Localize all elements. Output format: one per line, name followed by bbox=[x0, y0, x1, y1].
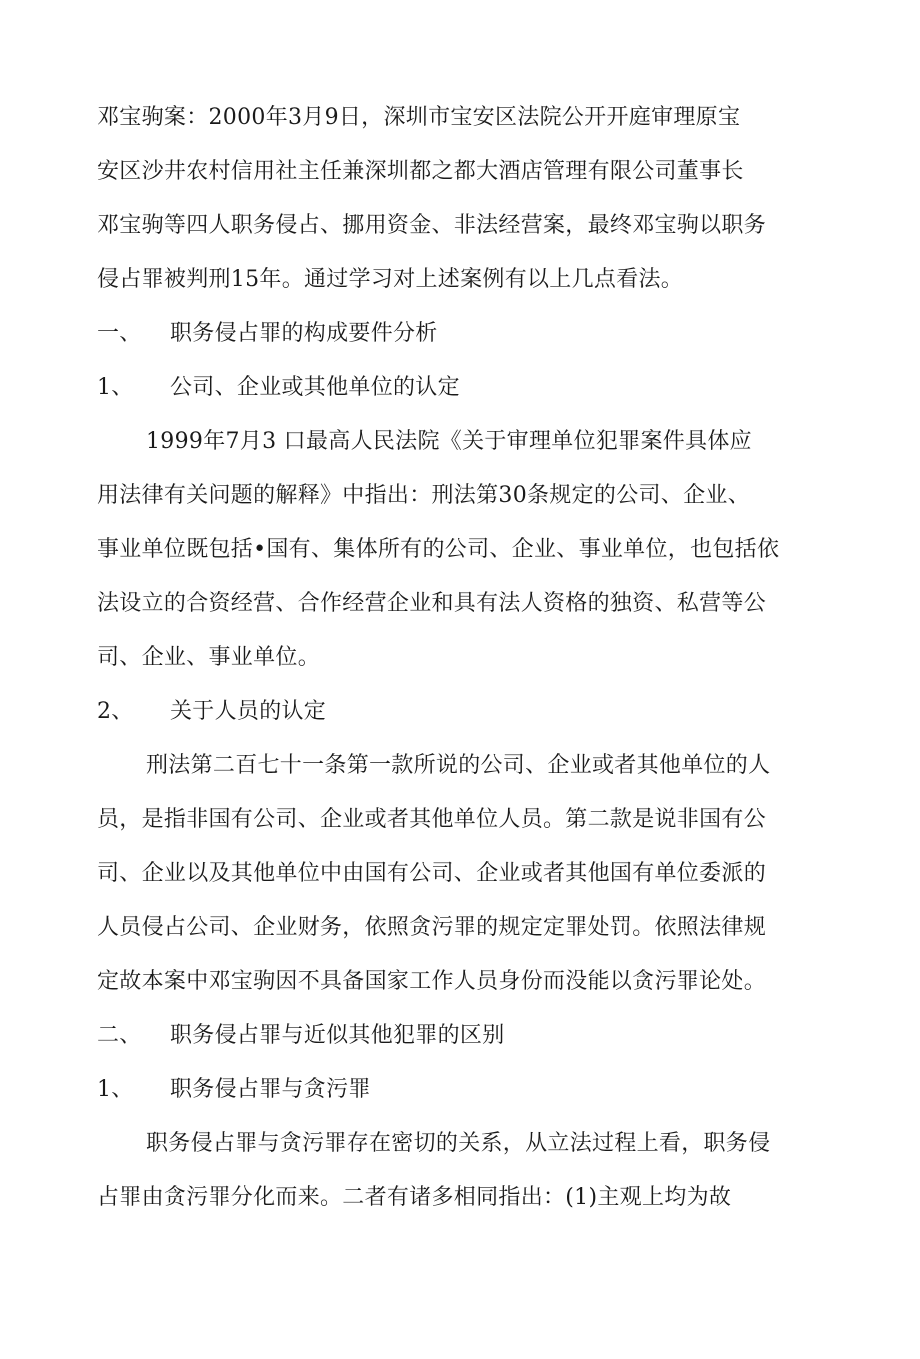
subsection-title: 关于人员的认定 bbox=[170, 699, 327, 724]
subsection-title: 公司、企业或其他单位的认定 bbox=[170, 375, 460, 400]
section-title: 职务侵占罪的构成要件分析 bbox=[170, 321, 438, 346]
intro-line-1: 邓宝驹案：2000年3月9日，深圳市宝安区法院公开开庭审理原宝 bbox=[97, 105, 741, 130]
paragraph-2-line-3: 司、企业以及其他单位中由国有公司、企业或者其他国有单位委派的 bbox=[97, 861, 767, 886]
section-heading-2 bbox=[97, 1021, 505, 1051]
section-title: 职务侵占罪与近似其他犯罪的区别 bbox=[170, 1023, 505, 1048]
section-number: 二、 bbox=[97, 1023, 142, 1048]
subsection-number: 2、 bbox=[97, 699, 134, 724]
intro-line-2: 安区沙井农村信用社主任兼深圳都之都大酒店管理有限公司董事长 bbox=[97, 159, 744, 184]
paragraph-3-line-1: 职务侵占罪与贪污罪存在密切的关系，从立法过程上看，职务侵 bbox=[146, 1131, 771, 1156]
paragraph-2-line-4: 人员侵占公司、企业财务，依照贪污罪的规定定罪处罚。依照法律规 bbox=[97, 915, 767, 940]
paragraph-2-line-2: 员，是指非国有公司、企业或者其他单位人员。第二款是说非国有公 bbox=[97, 807, 767, 832]
intro-line-4: 侵占罪被判刑15年。通过学习对上述案例有以上几点看法。 bbox=[97, 267, 684, 292]
paragraph-1-line-4: 法设立的合资经营、合作经营企业和具有法人资格的独资、私营等公 bbox=[97, 591, 767, 616]
subsection-heading-3 bbox=[97, 1075, 371, 1105]
section-heading-1 bbox=[97, 319, 438, 349]
paragraph-2-line-1: 刑法第二百七十一条第一款所说的公司、企业或者其他单位的人 bbox=[146, 753, 771, 778]
subsection-heading-1 bbox=[97, 373, 460, 403]
paragraph-1-line-1: 1999年7月3 口最高人民法院《关于审理单位犯罪案件具体应 bbox=[146, 429, 752, 454]
paragraph-3-line-2: 占罪由贪污罪分化而来。二者有诸多相同指出：(1)主观上均为故 bbox=[97, 1185, 732, 1210]
paragraph-1-line-3: 事业单位既包括•国有、集体所有的公司、企业、事业单位，也包括依 bbox=[97, 537, 780, 562]
subsection-heading-2 bbox=[97, 697, 326, 727]
paragraph-1-line-5: 司、企业、事业单位。 bbox=[97, 645, 321, 670]
section-number: 一、 bbox=[97, 321, 142, 346]
intro-line-3: 邓宝驹等四人职务侵占、挪用资金、非法经营案，最终邓宝驹以职务 bbox=[97, 213, 767, 238]
paragraph-2-line-5: 定故本案中邓宝驹因不具备国家工作人员身份而没能以贪污罪论处。 bbox=[97, 969, 767, 994]
subsection-number: 1、 bbox=[97, 1077, 134, 1102]
subsection-number: 1、 bbox=[97, 375, 134, 400]
subsection-title: 职务侵占罪与贪污罪 bbox=[170, 1077, 371, 1102]
paragraph-1-line-2: 用法律有关问题的解释》中指出：刑法第30条规定的公司、企业、 bbox=[97, 483, 750, 508]
